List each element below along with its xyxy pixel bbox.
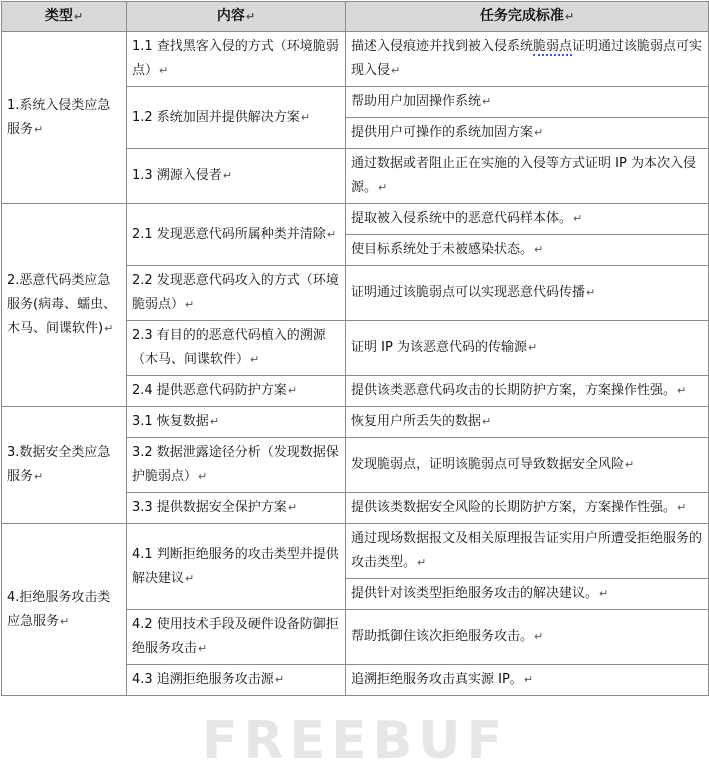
item-content-cell: 4.2 使用技术手段及硬件设备防御拒绝服务攻击↵	[127, 610, 346, 665]
item-content-cell: 4.3 追溯拒绝服务攻击源↵	[127, 665, 346, 696]
item-content-cell: 2.4 提供恶意代码防护方案↵	[127, 376, 346, 407]
standard-cell: 通过现场数据报文及相关原理报告证实用户所遭受拒绝服务的攻击类型。↵	[346, 524, 709, 579]
spellcheck-underline: 脆弱点	[533, 39, 573, 54]
item-content-cell: 1.3 溯源入侵者↵	[127, 149, 346, 204]
item-content-cell: 2.2 发现恶意代码攻入的方式（环境脆弱点）↵	[127, 266, 346, 321]
standard-cell: 恢复用户所丢失的数据↵	[346, 407, 709, 438]
header-type: 类型↵	[2, 2, 127, 32]
standard-cell: 证明 IP 为该恶意代码的传输源↵	[346, 321, 709, 376]
item-content-cell: 3.3 提供数据安全保护方案↵	[127, 493, 346, 524]
section-type-cell: 2.恶意代码类应急服务(病毒、蠕虫、木马、间谍软件)↵	[2, 204, 127, 407]
header-standard: 任务完成标准↵	[346, 2, 709, 32]
table-row	[2, 524, 709, 579]
item-content-cell: 1.2 系统加固并提供解决方案↵	[127, 87, 346, 149]
item-content-cell: 1.1 查找黑客入侵的方式（环境脆弱点）↵	[127, 32, 346, 87]
item-content-cell: 2.1 发现恶意代码所属种类并清除↵	[127, 204, 346, 266]
section-type-cell: 3.数据安全类应急服务↵	[2, 407, 127, 524]
standard-cell: 描述入侵痕迹并找到被入侵系统脆弱点证明通过该脆弱点可实现入侵↵	[346, 32, 709, 87]
standard-cell: 提取被入侵系统中的恶意代码样本体。↵	[346, 204, 709, 235]
table-row	[2, 407, 709, 438]
table-row	[2, 32, 709, 87]
service-standards-table	[1, 1, 709, 696]
item-content-cell: 3.2 数据泄露途径分析（发现数据保护脆弱点）↵	[127, 438, 346, 493]
standard-cell: 证明通过该脆弱点可以实现恶意代码传播↵	[346, 266, 709, 321]
section-type-cell: 1.系统入侵类应急服务↵	[2, 32, 127, 204]
standard-cell: 发现脆弱点，证明该脆弱点可导致数据安全风险↵	[346, 438, 709, 493]
item-content-cell: 3.1 恢复数据↵	[127, 407, 346, 438]
standard-cell: 提供该类恶意代码攻击的长期防护方案，方案操作性强。↵	[346, 376, 709, 407]
header-content: 内容↵	[127, 2, 346, 32]
table-row	[2, 204, 709, 235]
standard-cell: 提供用户可操作的系统加固方案↵	[346, 118, 709, 149]
item-content-cell: 4.1 判断拒绝服务的攻击类型并提供解决建议↵	[127, 524, 346, 610]
standard-cell: 通过数据或者阻止正在实施的入侵等方式证明 IP 为本次入侵源。↵	[346, 149, 709, 204]
freebuf-watermark	[10, 712, 700, 766]
section-type-cell: 4.拒绝服务攻击类应急服务↵	[2, 524, 127, 696]
svg-text:FREEBUF: FREEBUF	[202, 712, 508, 766]
standard-cell: 提供该类数据安全风险的长期防护方案，方案操作性强。↵	[346, 493, 709, 524]
item-content-cell: 2.3 有目的的恶意代码植入的溯源（木马、间谍软件）↵	[127, 321, 346, 376]
standard-cell: 追溯拒绝服务攻击真实源 IP。↵	[346, 665, 709, 696]
table-header-row	[2, 2, 709, 32]
standard-cell: 提供针对该类型拒绝服务攻击的解决建议。↵	[346, 579, 709, 610]
standard-cell: 帮助抵御住该次拒绝服务攻击。↵	[346, 610, 709, 665]
standard-cell: 使目标系统处于未被感染状态。↵	[346, 235, 709, 266]
standard-cell: 帮助用户加固操作系统↵	[346, 87, 709, 118]
